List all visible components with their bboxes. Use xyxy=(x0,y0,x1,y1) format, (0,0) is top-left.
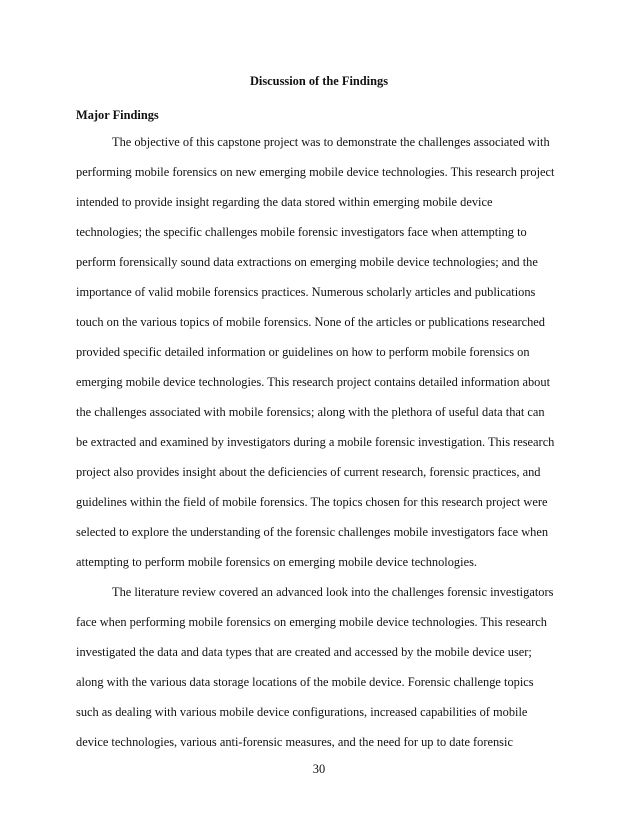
body-text-line: The objective of this capstone project was to demonstrate the challenges associated with xyxy=(112,135,550,149)
body-text-line: along with the various data storage locations of the mobile device. Forensic challenge topics xyxy=(76,675,534,689)
page-number: 30 xyxy=(312,762,326,776)
body-text-line: technologies; the specific challenges mobile forensic investigators face when attempting to xyxy=(76,225,527,239)
body-text-line: investigated the data and data types that are created and accessed by the mobile device user; xyxy=(76,645,532,659)
body-text-line: guidelines within the field of mobile forensics. The topics chosen for this research project were xyxy=(76,495,548,509)
body-text-line: importance of valid mobile forensics practices. Numerous scholarly articles and publications xyxy=(76,285,536,299)
body-text-line: performing mobile forensics on new emerging mobile device technologies. This research project xyxy=(76,165,555,179)
body-text-line: perform forensically sound data extractions on emerging mobile device technologies; and the xyxy=(76,255,538,269)
body-text-line: such as dealing with various mobile device configurations, increased capabilities of mobile xyxy=(76,705,528,719)
body-text-line: device technologies, various anti-forensic measures, and the need for up to date forensic xyxy=(76,735,513,749)
body-text-line: intended to provide insight regarding the data stored within emerging mobile device xyxy=(76,195,493,209)
body-text-line: touch on the various topics of mobile forensics. None of the articles or publications researched xyxy=(76,315,545,329)
body-text-line: project also provides insight about the deficiencies of current research, forensic practices, and xyxy=(76,465,541,479)
section-title: Discussion of the Findings xyxy=(249,74,389,88)
body-text-line: The literature review covered an advanced look into the challenges forensic investigators xyxy=(112,585,554,599)
body-text-line: be extracted and examined by investigators during a mobile forensic investigation. This research xyxy=(76,435,555,449)
body-text-line: provided specific detailed information or guidelines on how to perform mobile forensics on xyxy=(76,345,530,359)
subsection-title: Major Findings xyxy=(76,108,159,122)
body-text-line: emerging mobile device technologies. This research project contains detailed information about xyxy=(76,375,551,389)
body-text-line: selected to explore the understanding of the forensic challenges mobile investigators face when xyxy=(76,525,549,539)
body-text-line: face when performing mobile forensics on emerging mobile device technologies. This research xyxy=(76,615,547,629)
body-text-line: attempting to perform mobile forensics on emerging mobile device technologies. xyxy=(76,555,477,569)
body-text-line: the challenges associated with mobile forensics; along with the plethora of useful data that can xyxy=(76,405,545,419)
